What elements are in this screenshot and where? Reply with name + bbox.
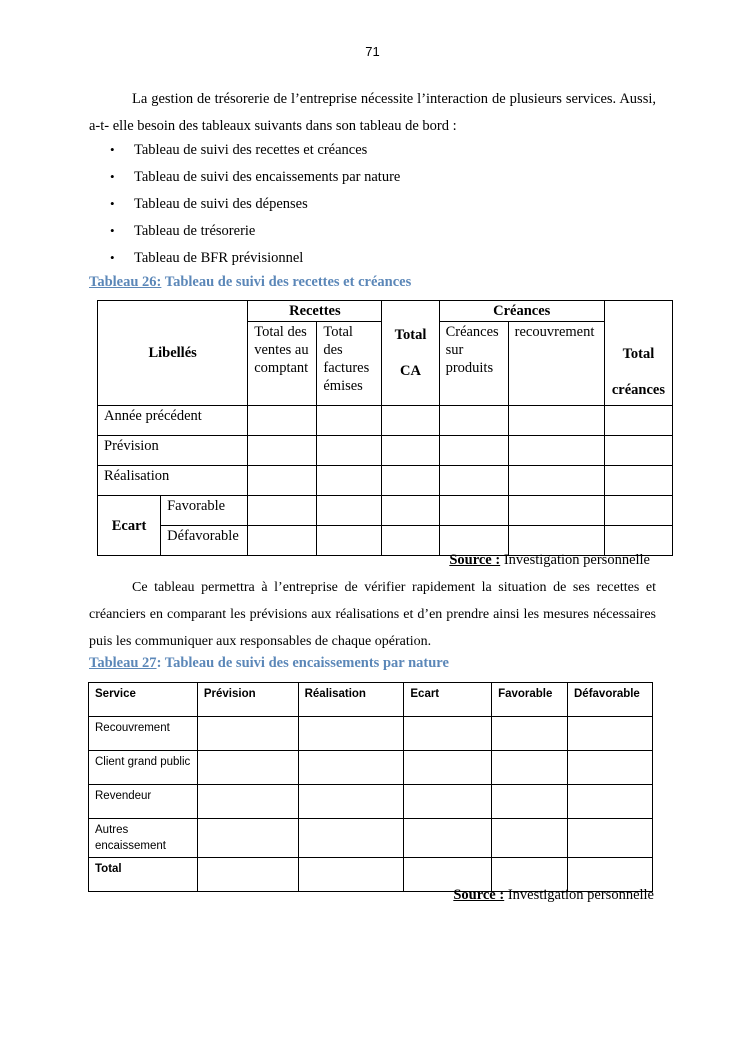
intro-line-1: La gestion de trésorerie de l’entreprise nécessite l’interaction de plusieurs services.: [132, 91, 617, 107]
source-label: Source :: [453, 887, 505, 903]
intro-paragraph: [89, 86, 656, 140]
column-header: Favorable: [492, 683, 568, 717]
column-header: Service: [89, 683, 198, 717]
row-label: Défavorable: [161, 526, 248, 556]
table-27-caption-title: : Tableau de suivi des encaissements par nature: [156, 655, 449, 671]
table-row: [89, 751, 653, 785]
list-item: • Tableau de trésorerie: [110, 219, 400, 246]
table-27-source: [453, 887, 654, 904]
paragraph-text: Ce tableau permettra à l’entreprise de vérifier rapidement la situation de ses recettes et créanciers en comparant les prévisions aux réalisations et d’en prendre ainsi les mesures nécessaires puis les communiquer aux responsables de chaque opération.: [89, 580, 656, 649]
table-row: [89, 717, 653, 751]
column-header: Réalisation: [298, 683, 404, 717]
ecart-label: Ecart: [98, 496, 161, 556]
table-26-recettes-creances: [97, 300, 673, 556]
row-label: Réalisation: [98, 466, 248, 496]
table-27-encaissements: [88, 682, 653, 892]
table-row: [98, 496, 673, 526]
list-item: • Tableau de BFR prévisionnel: [110, 246, 400, 273]
table-row: [98, 436, 673, 466]
list-item: • Tableau de suivi des encaissements par nature: [110, 165, 400, 192]
row-label: Client grand public: [89, 751, 198, 785]
row-label: Autres encaissement: [89, 819, 198, 858]
recettes-header: Recettes: [248, 301, 382, 322]
table-26-caption-title: Tableau de suivi des recettes et créances: [161, 274, 412, 290]
recouvrement-header: recouvrement: [508, 322, 604, 406]
row-label: Année précédent: [98, 406, 248, 436]
list-item: • Tableau de suivi des dépenses: [110, 192, 400, 219]
table-row: [89, 819, 653, 858]
creances-produits-header: Créances sur produits: [439, 322, 508, 406]
row-label: Revendeur: [89, 785, 198, 819]
table-27-caption: [89, 655, 449, 672]
total-ventes-header: Total des ventes au comptant: [248, 322, 317, 406]
total-factures-header: Total des factures émises: [317, 322, 382, 406]
libelles-header: Libellés: [98, 301, 248, 406]
table-26-caption: [89, 274, 411, 291]
total-ca-header: Total CA: [382, 301, 439, 406]
row-label: Recouvrement: [89, 717, 198, 751]
column-header: Défavorable: [568, 683, 653, 717]
list-item: • Tableau de suivi des recettes et créances: [110, 138, 400, 165]
source-text: Investigation personnelle: [500, 552, 650, 568]
intro-line-2: Aussi, a-t- elle besoin des tableaux suivants dans son tableau de bord :: [89, 91, 656, 134]
table-row: [89, 785, 653, 819]
row-label: Prévision: [98, 436, 248, 466]
page-number: 71: [365, 44, 380, 59]
source-label: Source :: [449, 552, 501, 568]
column-header: Prévision: [197, 683, 298, 717]
total-creances-header: Total créances: [604, 301, 672, 406]
table-26-comment: [89, 574, 656, 655]
creances-header: Créances: [439, 301, 604, 322]
table-26-source: [449, 552, 650, 569]
dashboard-table-list: [110, 138, 400, 273]
table-26-caption-label: Tableau 26:: [89, 274, 162, 290]
row-label: Favorable: [161, 496, 248, 526]
table-header-row: [89, 683, 653, 717]
table-row: [98, 526, 673, 556]
table-27-caption-label: Tableau 27: [89, 655, 157, 671]
row-label: Total: [89, 858, 198, 892]
table-row: [98, 466, 673, 496]
table-row: [98, 406, 673, 436]
source-text: Investigation personnelle: [504, 887, 654, 903]
column-header: Ecart: [404, 683, 492, 717]
